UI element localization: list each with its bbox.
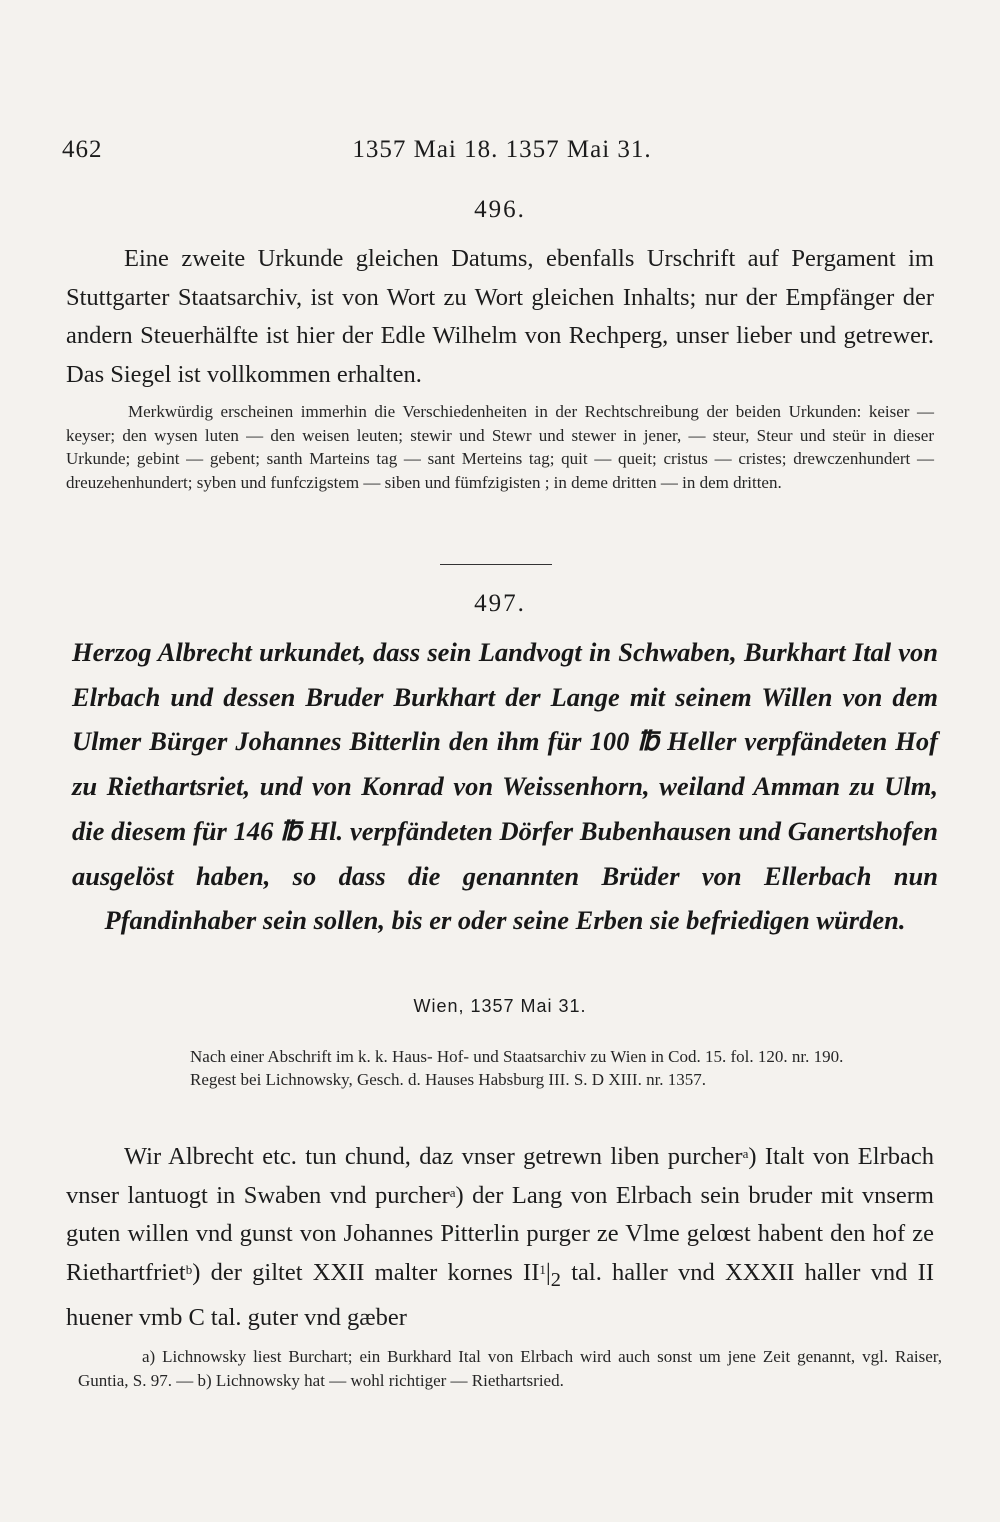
document-496-paragraph [66, 240, 934, 394]
source-archive: Nach einer Abschrift im k. k. Haus- Hof- und Staatsarchiv zu Wien in Cod. 15. fol. 120. nr. 190. [190, 1047, 844, 1066]
fraction-numerator: 1 [539, 1261, 546, 1277]
running-title: 1357 Mai 18. 1357 Mai 31. [352, 136, 652, 163]
text-segment: tal. haller vnd XXXII haller vnd II huener vmb C tal. guter vnd gæber [66, 1258, 934, 1332]
page-header [62, 136, 942, 176]
charter-text [66, 1138, 934, 1338]
document-497-summary [72, 630, 938, 943]
document-number-496: 496. [474, 196, 526, 223]
text-segment: Wir Albrecht etc. tun chund, daz vnser getrewn liben purcher [124, 1143, 743, 1170]
note-text: Merkwürdig erscheinen immerhin die Verschiedenheiten in der Rechtschreibung der beiden Urkunden: keiser — keyser; den wysen luten — den weisen leuten; stewir und Stewr und stewer in jener, — steur, Steur und steür in dieser Urkunde; gebint — gebent; santh Marteins tag — sant Merteins tag; quit — queit; cristus — cristes; drewczenhundert — dreuzehenhundert; syben und funfczigstem — siben und fümfzigisten ; in deme dritten — in dem dritten. [66, 402, 934, 492]
paragraph-text: Eine zweite Urkunde gleichen Datums, ebenfalls Urschrift auf Pergament im Stuttgarter Staatsarchiv, ist von Wort zu Wort gleichen Inhalts; nur der Empfänger der andern Steuerhälfte ist hier der Edle Wilhelm von Rechperg, unser lieber und getrewer. Das Siegel ist vollkommen erhalten. [66, 245, 934, 388]
footnotes [78, 1345, 942, 1393]
document-number-497: 497. [474, 590, 526, 617]
document-497-text [66, 1138, 934, 1338]
section-divider [440, 564, 552, 565]
page-number: 462 [62, 136, 103, 163]
footnote-marker-b: b [185, 1261, 193, 1277]
document-496-note [66, 400, 934, 494]
source-regest: Regest bei Lichnowsky, Gesch. d. Hauses Habsburg III. S. D XIII. nr. 1357. [190, 1070, 707, 1089]
text-segment: ) Italt von Elrbach vnser lantuogt in Swaben vnd purcher [66, 1143, 934, 1209]
footnote-marker-a: a [449, 1184, 456, 1200]
source-references [190, 1045, 938, 1091]
summary-text: Herzog Albrecht urkundet, dass sein Landvogt in Schwaben, Burkhart Ital von Elrbach und dessen Bruder Burkhart der Lange mit seinem Willen von dem Ulmer Bürger Johannes Bitterlin den ihm für 100 ℔ Heller verpfändeten Hof zu Riethartsriet, und von Konrad von Weissenhorn, weiland Amman zu Ulm, die diesem für 146 ℔ Hl. verpfändeten Dörfer Bubenhausen und Ganertshofen ausgelöst haben, so dass die genannten Brüder von Ellerbach nun Pfandinhaber sein sollen, bis er oder seine Erben sie befriedigen würden. [72, 637, 938, 936]
fraction-denominator: 2 [550, 1268, 561, 1291]
text-segment: ) der Lang von Elrbach sein bruder mit vnserm guten willen vnd gunst von Johannes Pitterlin purger ze Vlme gelœst habent den hof ze Riethartfriet [66, 1181, 934, 1286]
place-date: Wien, 1357 Mai 31. [413, 996, 587, 1016]
footnote-text: a) Lichnowsky liest Burchart; ein Burkhard Ital von Elrbach wird auch sonst um jene Zeit genannt, vgl. Raiser, Guntia, S. 97. — b) Lichnowsky hat — wohl richtiger — Riethartsried. [78, 1347, 942, 1390]
text-segment: ) der giltet XXII malter kornes II [192, 1258, 540, 1286]
footnote-marker-a: a [742, 1146, 749, 1161]
fraction-bar: | [545, 1258, 551, 1286]
